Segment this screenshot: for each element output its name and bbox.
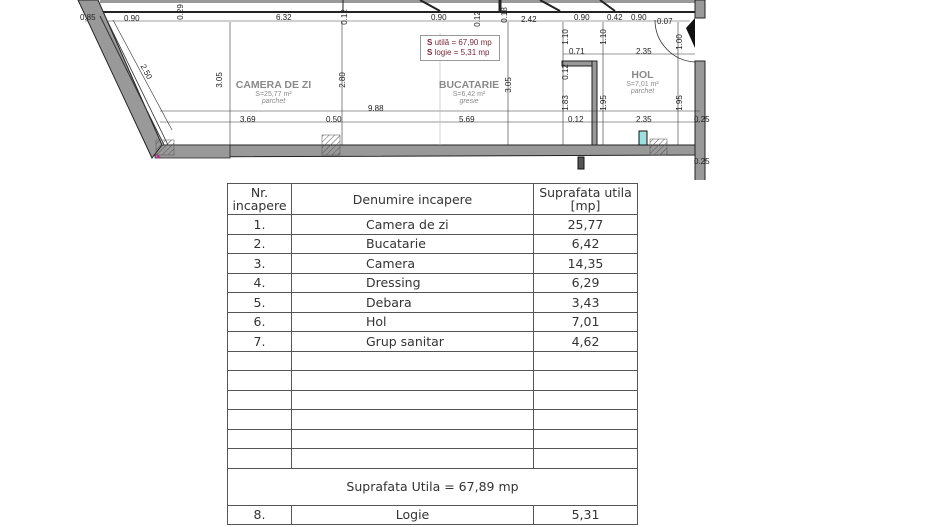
room-finish: parchet — [630, 88, 655, 95]
table-row — [228, 215, 638, 235]
header-name: Denumire incapere — [292, 184, 534, 215]
header-area — [534, 184, 638, 215]
row-area: 14,35 — [534, 254, 638, 274]
row-name: Hol — [292, 312, 534, 332]
row-area: 3,43 — [534, 293, 638, 313]
dimension-label: 0.25 — [694, 115, 710, 124]
dimension-label: 0.12 — [472, 11, 482, 27]
table-row — [228, 332, 638, 352]
table-row — [228, 505, 638, 525]
dimension-label: 6.32 — [276, 13, 292, 22]
table-row — [228, 273, 638, 293]
row-nr: 6. — [228, 312, 292, 332]
dimension-label: 0.12 — [339, 9, 349, 25]
row-name: Logie — [292, 505, 534, 525]
dimension-label: 1.95 — [598, 95, 608, 111]
row-name: Dressing — [292, 273, 534, 293]
header-nr-line2: incapere — [232, 198, 287, 213]
row-nr: 2. — [228, 234, 292, 254]
row-nr: 7. — [228, 332, 292, 352]
empty-row — [228, 390, 638, 410]
dimension-label: 2.35 — [636, 115, 652, 124]
dimension-label: 5.69 — [459, 115, 475, 124]
summary-prefix: S — [427, 38, 433, 47]
row-nr: 1. — [228, 215, 292, 235]
table-row — [228, 293, 638, 313]
room-area: S=6,42 m² — [452, 91, 486, 98]
dimension-label: 3.05 — [214, 72, 224, 88]
table-row — [228, 312, 638, 332]
empty-row — [228, 351, 638, 371]
header-nr — [228, 184, 292, 215]
empty-row — [228, 371, 638, 391]
row-name: Camera de zi — [292, 215, 534, 235]
row-area: 4,62 — [534, 332, 638, 352]
dimension-label: 3.05 — [503, 77, 513, 93]
room-camera-de-zi — [226, 79, 321, 105]
room-area: S=25,77 m² — [255, 91, 292, 98]
dimension-label: 0.42 — [607, 13, 623, 22]
row-nr: 3. — [228, 254, 292, 274]
room-name: BUCATARIE — [438, 79, 500, 91]
dimension-label: 0.90 — [631, 13, 647, 22]
area-summary-box — [420, 35, 500, 61]
dimension-label: 2.50 — [138, 62, 154, 81]
dimension-label: 0.29 — [175, 4, 185, 20]
summary-logie: logie = 5,31 mp — [432, 48, 490, 57]
row-area: 25,77 — [534, 215, 638, 235]
room-name: CAMERA DE ZI — [235, 79, 312, 91]
room-finish: parchet — [261, 98, 286, 105]
room-name: HOL — [631, 69, 654, 81]
empty-row — [228, 449, 638, 469]
table-row — [228, 254, 638, 274]
row-name: Camera — [292, 254, 534, 274]
dimension-label: 9.88 — [368, 104, 384, 113]
room-hol — [615, 69, 670, 95]
row-name: Grup sanitar — [292, 332, 534, 352]
dimension-label: 0.90 — [124, 14, 140, 23]
dimension-label: 1.95 — [674, 95, 684, 111]
dimension-label: 2.35 — [636, 47, 652, 56]
row-name: Debara — [292, 293, 534, 313]
dimension-label: 3.69 — [240, 115, 256, 124]
dimension-label: 0.07 — [657, 17, 673, 26]
table-row — [228, 234, 638, 254]
dimension-label: 2.42 — [521, 15, 537, 24]
room-bucatarie — [428, 79, 510, 105]
dimension-label: 0.25 — [694, 157, 710, 166]
walls — [78, 0, 705, 180]
header-nr-line1: Nr. — [250, 185, 269, 200]
dimension-label: 1.10 — [560, 29, 570, 45]
row-nr: 8. — [228, 505, 292, 525]
total-area: Suprafata Utila = 67,89 mp — [228, 468, 638, 505]
header-area-line1: Suprafata utila — [539, 185, 632, 200]
dimension-label: 1.83 — [560, 95, 570, 111]
total-row — [228, 468, 638, 505]
room-area: S=7,01 m² — [626, 81, 659, 88]
dimension-label: 0.12 — [568, 115, 584, 124]
dimension-label: 1.10 — [598, 29, 608, 45]
dimension-label: 1.00 — [674, 34, 684, 50]
row-nr: 5. — [228, 293, 292, 313]
summary-prefix: S — [427, 48, 433, 57]
row-nr: 4. — [228, 273, 292, 293]
room-finish: gresie — [459, 98, 479, 105]
dimension-label: 0.12 — [560, 64, 570, 80]
empty-row — [228, 429, 638, 449]
row-area: 6,42 — [534, 234, 638, 254]
row-name: Bucatarie — [292, 234, 534, 254]
dimension-label: 0.71 — [569, 47, 585, 56]
dimension-label: 2.80 — [337, 72, 347, 88]
empty-row — [228, 410, 638, 430]
dimension-label: 0.85 — [80, 13, 96, 22]
dimension-label: 0.90 — [431, 13, 447, 22]
header-area-line2: [mp] — [570, 198, 601, 213]
room-area-table — [227, 183, 638, 525]
row-area: 6,29 — [534, 273, 638, 293]
row-area: 5,31 — [534, 505, 638, 525]
dimension-label: 0.50 — [326, 115, 342, 124]
dimension-label: 0.90 — [574, 13, 590, 22]
row-area: 7,01 — [534, 312, 638, 332]
summary-utila: utilă = 67,90 mp — [432, 38, 492, 47]
floor-plan — [0, 0, 938, 180]
dimension-label: 0.18 — [499, 7, 509, 23]
table-header — [228, 184, 638, 215]
